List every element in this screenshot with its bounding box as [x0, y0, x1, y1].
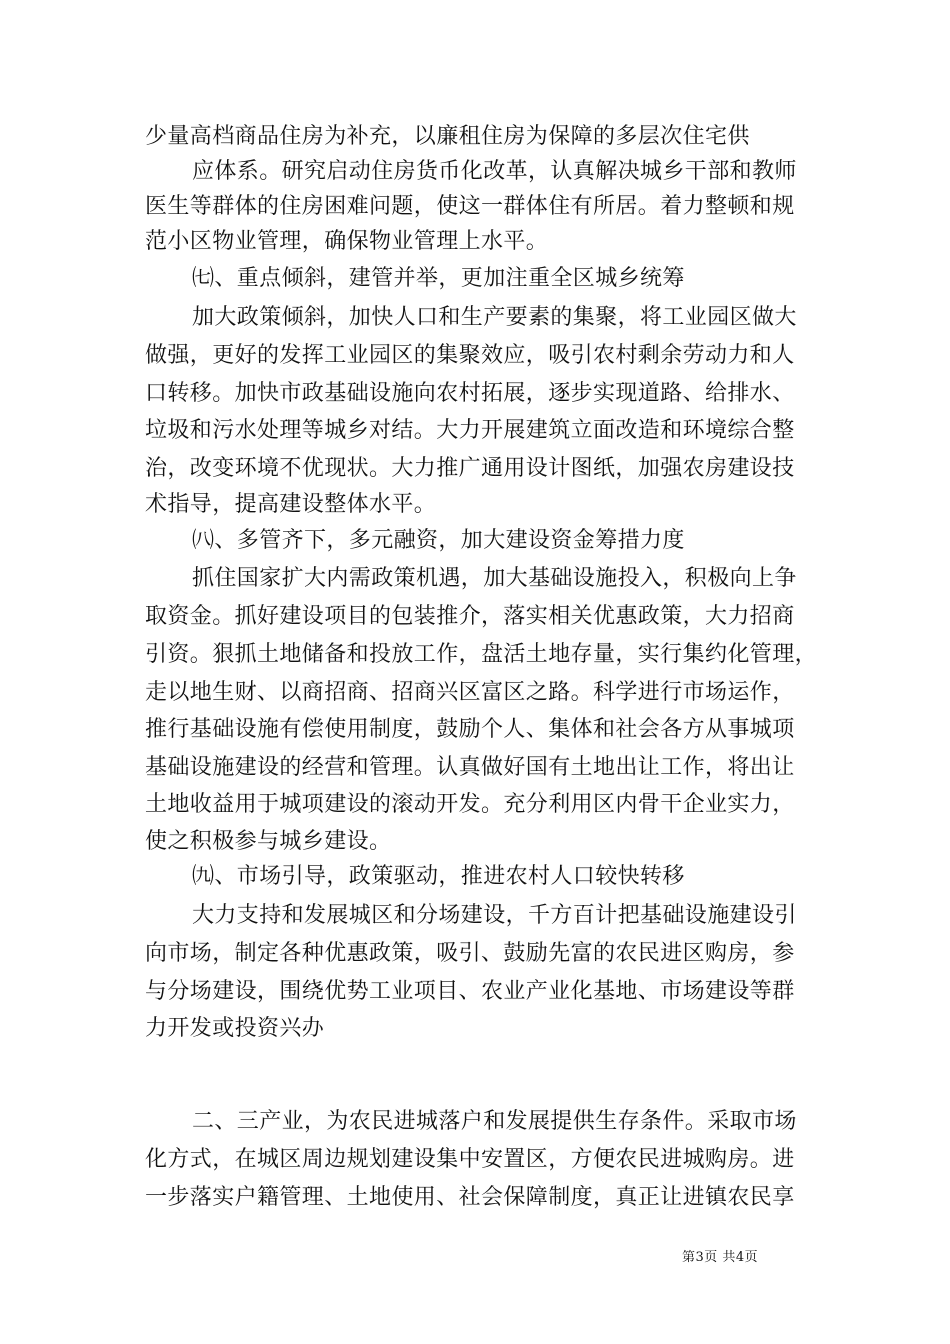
- text-line: 大力支持和发展城区和分场建设，千方百计把基础设施建设引: [192, 903, 797, 928]
- text-line: 抓住国家扩大内需政策机遇，加大基础设施投入，积极向上争: [192, 566, 797, 591]
- text-line: 取资金。抓好建设项目的包装推介，落实相关优惠政策，大力招商: [145, 604, 795, 629]
- section-heading: ㈦、重点倾斜，建管并举，更加注重全区城乡统筹: [192, 266, 685, 291]
- text-line: 走以地生财、以商招商、招商兴区富区之路。科学进行市场运作，: [145, 680, 795, 705]
- text-line: 推行基础设施有偿使用制度，鼓励个人、集体和社会各方从事城项: [145, 717, 795, 742]
- text-line: 少量高档商品住房为补充，以廉租住房为保障的多层次住宅供: [145, 124, 750, 149]
- text-line: 土地收益用于城项建设的滚动开发。充分利用区内骨干企业实力，: [145, 792, 795, 817]
- text-line: 治，改变环境不优现状。大力推广通用设计图纸，加强农房建设技: [145, 456, 795, 481]
- text-line: 化方式，在城区周边规划建设集中安置区，方便农民进城购房。进: [145, 1147, 795, 1172]
- text-line: 引资。狠抓土地储备和投放工作，盘活土地存量，实行集约化管理，: [145, 642, 818, 667]
- text-line: 基础设施建设的经营和管理。认真做好国有土地出让工作，将出让: [145, 755, 795, 780]
- page-number-footer: 第3页 共4页: [682, 1250, 759, 1265]
- section-heading: ㈨、市场引导，政策驱动，推进农村人口较快转移: [192, 864, 685, 889]
- text-line: 使之积极参与城乡建设。: [145, 829, 392, 854]
- text-line: 口转移。加快市政基础设施向农村拓展，逐步实现道路、给排水、: [145, 381, 795, 406]
- text-line: 加大政策倾斜，加快人口和生产要素的集聚，将工业园区做大: [192, 305, 797, 330]
- text-line: 向市场，制定各种优惠政策，吸引、鼓励先富的农民进区购房，参: [145, 941, 795, 966]
- text-line: 范小区物业管理，确保物业管理上水平。: [145, 229, 549, 254]
- text-line: 医生等群体的住房困难问题，使这一群体住有所居。着力整顿和规: [145, 194, 795, 219]
- text-line: 与分场建设，围绕优势工业项目、农业产业化基地、市场建设等群: [145, 979, 795, 1004]
- text-line: 应体系。研究启动住房货币化改革，认真解决城乡干部和教师: [192, 159, 797, 184]
- text-line: 垃圾和污水处理等城乡对结。大力开展建筑立面改造和环境综合整: [145, 418, 795, 443]
- section-heading: ㈧、多管齐下，多元融资，加大建设资金筹措力度: [192, 528, 685, 553]
- text-line: 术指导，提高建设整体水平。: [145, 492, 437, 517]
- text-line: 二、三产业，为农民进城落户和发展提供生存条件。采取市场: [192, 1109, 797, 1134]
- text-line: 一步落实户籍管理、土地使用、社会保障制度，真正让进镇农民享: [145, 1185, 795, 1210]
- text-line: 力开发或投资兴办: [145, 1016, 325, 1041]
- text-line: 做强，更好的发挥工业园区的集聚效应，吸引农村剩余劳动力和人: [145, 343, 795, 368]
